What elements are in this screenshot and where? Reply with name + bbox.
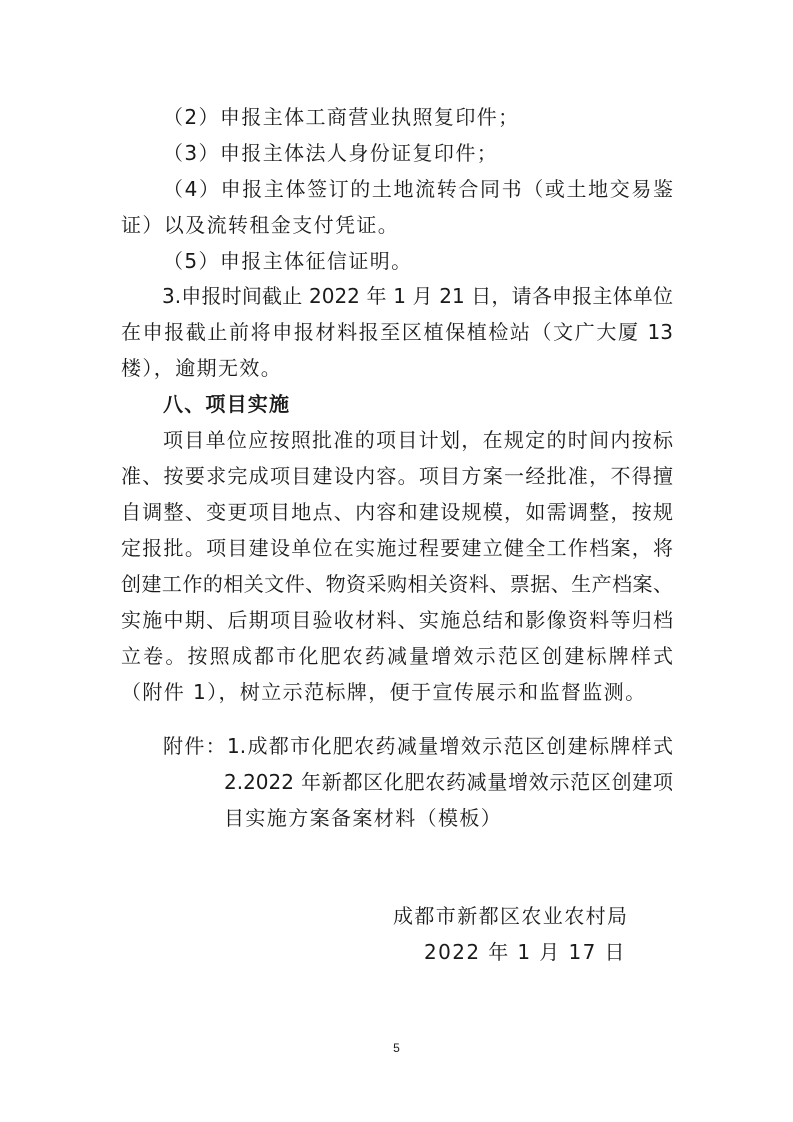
- item-5: （5）申报主体征信证明。: [163, 249, 413, 273]
- issuing-organization: 成都市新都区农业农村局: [393, 904, 629, 928]
- section-8-line: 自调整、变更项目地点、内容和建设规模，如需调整，按规: [121, 500, 673, 524]
- deadline-line2: 在申报截止前将申报材料报至区植保植检站（文广大厦 13: [121, 320, 673, 344]
- item-4-line1: （4）申报主体签订的土地流转合同书（或土地交易鉴: [163, 177, 673, 201]
- attachment-line1: 附件：1.成都市化肥农药减量增效示范区创建标牌样式: [163, 734, 673, 758]
- section-8-line: 实施中期、后期项目验收材料、实施总结和影像资料等归档: [121, 608, 673, 632]
- deadline-line3: 楼），逾期无效。: [121, 356, 283, 380]
- item-2: （2）申报主体工商营业执照复印件；: [163, 105, 520, 129]
- section-8-line: 创建工作的相关文件、物资采购相关资料、票据、生产档案、: [121, 572, 673, 596]
- section-8-line: 定报批。项目建设单位在实施过程要建立健全工作档案，将: [121, 536, 673, 560]
- section-8-heading: 八、项目实施: [163, 392, 291, 416]
- item-3: （3）申报主体法人身份证复印件；: [163, 141, 499, 165]
- page-number: 5: [393, 1041, 400, 1055]
- item-4-line2: 证）以及流转租金支付凭证。: [121, 213, 400, 237]
- attachment-line2: 2.2022 年新都区化肥农药减量增效示范区创建项: [224, 770, 673, 794]
- section-8-line: 准、按要求完成项目建设内容。项目方案一经批准，不得擅: [121, 464, 673, 488]
- deadline-line1: 3.申报时间截止 2022 年 1 月 21 日，请各申报主体单位: [162, 284, 673, 308]
- issue-date: 2022 年 1 月 17 日: [424, 940, 626, 964]
- attachment-line3: 目实施方案备案材料（模板）: [224, 806, 503, 830]
- section-8-line: 立卷。按照成都市化肥农药减量增效示范区创建标牌样式: [121, 644, 673, 668]
- section-8-line: 项目单位应按照批准的项目计划，在规定的时间内按标: [163, 428, 673, 452]
- section-8-line: （附件 1），树立示范标牌，便于宣传展示和监督监测。: [121, 680, 647, 704]
